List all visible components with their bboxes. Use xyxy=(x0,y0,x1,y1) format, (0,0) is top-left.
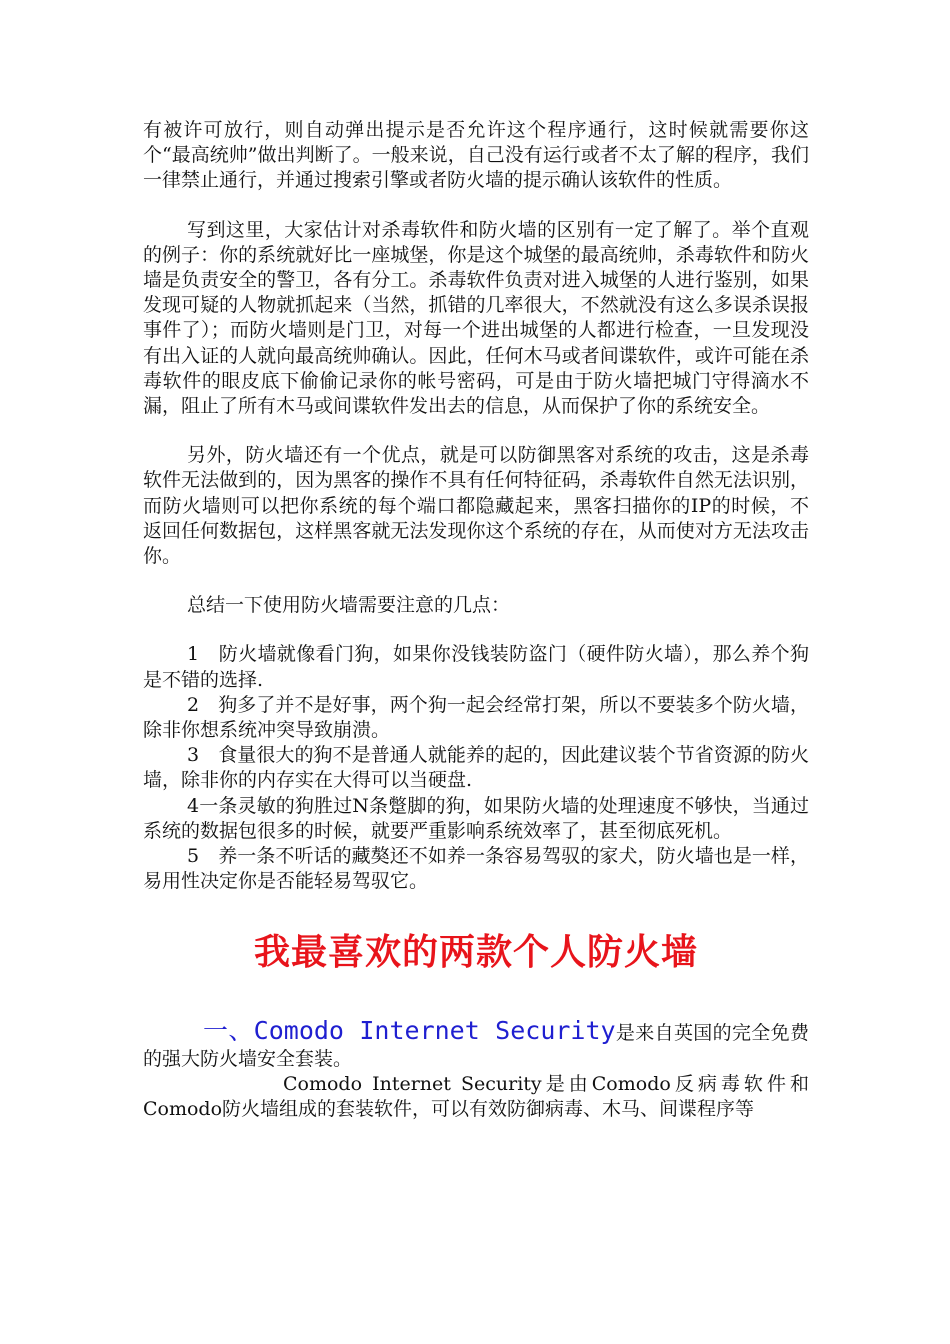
list-item: 4一条灵敏的狗胜过N条蹩脚的狗，如果防火墙的处理速度不够快，当通过系统的数据包很多的时候，就要严重影响系统效率了，甚至彻底死机。 xyxy=(143,794,809,842)
section-1-heading xyxy=(143,1018,809,1071)
paragraph-2: 写到这里，大家估计对杀毒软件和防火墙的区别有一定了解了。举个直观的例子：你的系统就好比一座城堡，你是这个城堡的最高统帅，杀毒软件和防火墙是负责安全的警卫，各有分工。杀毒软件负责对进入城堡的人进行鉴别，如果发现可疑的人物就抓起来（当然，抓错的几率很大，不然就没有这么多误杀误报事件了）；而防火墙则是门卫，对每一个进出城堡的人都进行检查，一旦发现没有出入证的人就向最高统帅确认。因此，任何木马或者间谍软件，或许可能在杀毒软件的眼皮底下偷偷记录你的帐号密码，可是由于防火墙把城门守得滴水不漏，阻止了所有木马或间谍软件发出去的信息，从而保护了你的系统安全。 xyxy=(143,218,809,418)
section-title: 我最喜欢的两款个人防火墙 xyxy=(253,932,698,974)
list-item: 2 狗多了并不是好事，两个狗一起会经常打架，所以不要装多个防火墙，除非你想系统冲突导致崩溃。 xyxy=(143,693,809,742)
section-1-head: 一、Comodo Internet Security xyxy=(203,1016,616,1046)
list-item: 1 防火墙就像看门狗，如果你没钱装防盗门（硬件防火墙），那么养个狗是不错的选择. xyxy=(143,643,809,691)
paragraph-1: 有被许可放行，则自动弹出提示是否允许这个程序通行，这时候就需要你这个“最高统帅”做出判断了。一般来说，自己没有运行或者不太了解的程序，我们一律禁止通行，并通过搜索引擎或者防火墙的提示确认该软件的性质。 xyxy=(143,119,809,192)
paragraph-4: 总结一下使用防火墙需要注意的几点： xyxy=(187,594,511,617)
document-body xyxy=(143,118,809,1122)
list-item: 3 食量很大的狗不是普通人就能养的起的，因此建议装个节省资源的防火墙，除非你的内存实在大得可以当硬盘. xyxy=(143,744,809,792)
section-1-rest: 是来自英国的完全免费的强大防火墙安全套装。 xyxy=(143,1022,809,1070)
section-1-paragraph: Comodo Internet Security是由Comodo反病毒软件和Comodo防火墙组成的套装软件，可以有效防御病毒、木马、间谍程序等 xyxy=(143,1072,809,1121)
list-item: 5 养一条不听话的藏獒还不如养一条容易驾驭的家犬，防火墙也是一样，易用性决定你是否能轻易驾驭它。 xyxy=(143,845,809,893)
notes-list xyxy=(143,642,809,894)
paragraph-3: 另外，防火墙还有一个优点，就是可以防御黑客对系统的攻击，这是杀毒软件无法做到的，因为黑客的操作不具有任何特征码，杀毒软件自然无法识别，而防火墙则可以把你系统的每个端口都隐藏起来，黑客扫描你的IP的时候，不返回任何数据包，这样黑客就无法发现你这个系统的存在，从而使对方无法攻击你。 xyxy=(143,444,809,568)
